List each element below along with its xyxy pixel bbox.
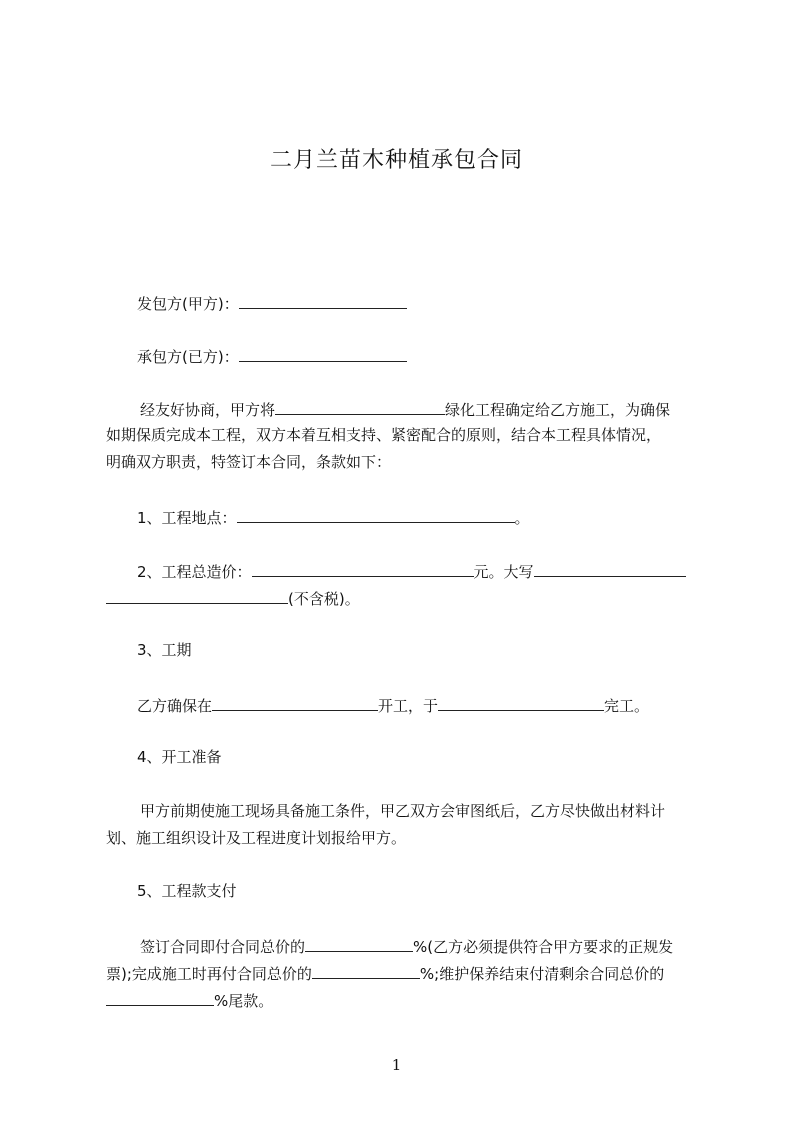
final-payment-blank[interactable]: [106, 989, 214, 1006]
clause-1-end: 。: [514, 509, 530, 527]
clause-1-label: 1、工程地点：: [137, 509, 237, 527]
location-blank[interactable]: [237, 506, 515, 523]
clause-5-text: %(乙方必须提供符合甲方要求的正规发: [413, 938, 674, 956]
party-b-line: [137, 345, 407, 367]
price-words-blank-2[interactable]: [106, 587, 288, 604]
page-number: 1: [391, 1056, 402, 1074]
clause-2-label: 2、工程总造价：: [137, 563, 252, 581]
party-a-blank[interactable]: [239, 292, 407, 309]
completion-payment-blank[interactable]: [312, 962, 420, 979]
clause-4-line-2: 划、施工组织设计及工程进度计划报给甲方。: [106, 829, 407, 847]
project-name-blank[interactable]: [275, 398, 445, 415]
total-price-blank[interactable]: [252, 560, 474, 577]
clause-4-line-1: 甲方前期使施工现场具备施工条件，甲乙双方会审图纸后，乙方尽快做出材料计: [140, 802, 666, 820]
clause-3-text: 开工，于: [378, 697, 439, 715]
clause-1: [137, 506, 530, 528]
intro-line-2: 如期保质完成本工程，双方本着互相支持、紧密配合的原则，结合本工程具体情况，: [106, 426, 662, 444]
start-date-blank[interactable]: [212, 694, 378, 711]
intro-text: 经友好协商，甲方将: [140, 401, 276, 419]
clause-4-heading: 4、开工准备: [137, 748, 222, 766]
clause-3-text: 完工。: [604, 697, 650, 715]
clause-5-text: %尾款。: [214, 992, 274, 1010]
clause-5-text: %;维护保养结束付清剩余合同总价的: [419, 965, 665, 983]
clause-5-text: 票);完成施工时再付合同总价的: [106, 965, 312, 983]
clause-2-end: (不含税)。: [288, 590, 360, 608]
party-a-label: 发包方(甲方)：: [137, 295, 239, 313]
party-b-label: 承包方(已方)：: [137, 348, 239, 366]
intro-text: 绿化工程确定给乙方施工，为确保: [445, 401, 671, 419]
clause-5-heading: 5、工程款支付: [137, 882, 237, 900]
end-date-blank[interactable]: [438, 694, 604, 711]
intro-line-3: 明确双方职责，特签订本合同，条款如下：: [106, 453, 392, 471]
document-title: 二月兰苗木种植承包合同: [269, 148, 523, 173]
party-a-line: [137, 292, 407, 314]
clause-3-text: 乙方确保在: [137, 697, 213, 715]
clause-3-body: [137, 694, 649, 716]
clause-2-line-1: [137, 560, 686, 582]
first-payment-blank[interactable]: [305, 935, 413, 952]
clause-5-line-2: [106, 962, 664, 984]
clause-2-mid: 元。大写: [473, 563, 534, 581]
clause-5-line-1: [140, 935, 673, 957]
clause-2-line-2: [106, 587, 360, 609]
intro-line-1: [140, 398, 670, 420]
clause-5-text: 签订合同即付合同总价的: [140, 938, 306, 956]
clause-5-line-3: [106, 989, 273, 1011]
party-b-blank[interactable]: [239, 345, 407, 362]
clause-3-heading: 3、工期: [137, 641, 192, 659]
price-words-blank-1[interactable]: [534, 560, 686, 577]
